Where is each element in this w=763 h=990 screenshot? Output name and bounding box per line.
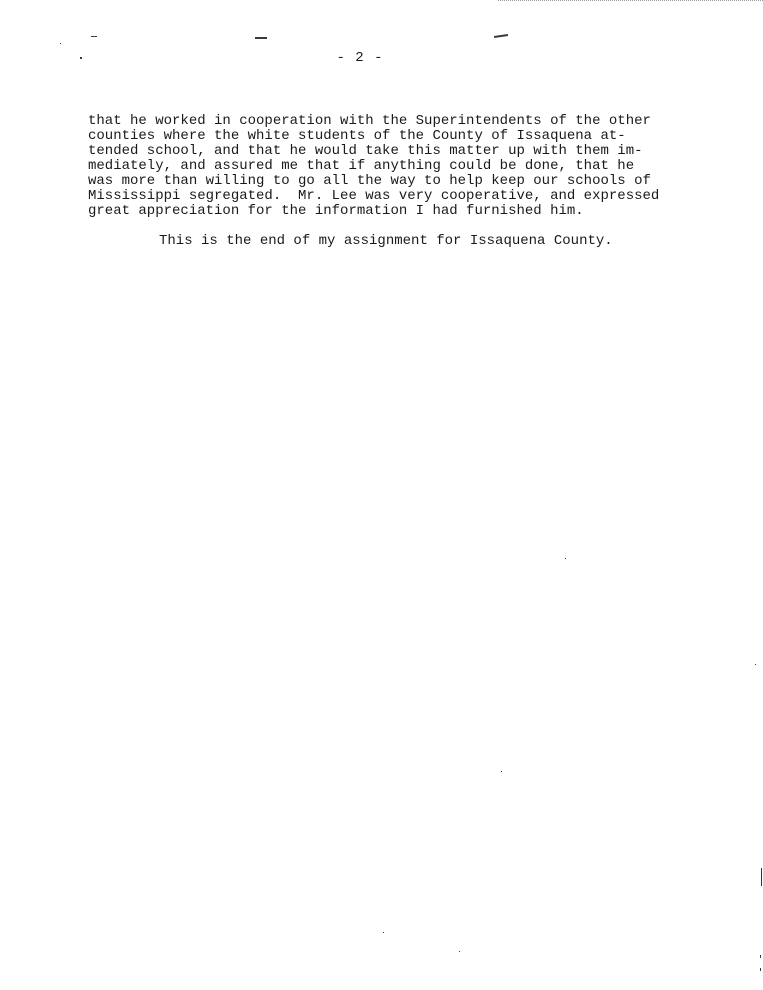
page-number: - 2 - (336, 50, 384, 66)
paragraph-line: great appreciation for the information I had furnished him. (88, 203, 584, 219)
paragraph-line: Mississippi segregated. Mr. Lee was very cooperative, and expressed (88, 188, 660, 204)
scan-speck (501, 771, 502, 772)
paragraph-line: tended school, and that he would take this matter up with them im- (88, 143, 643, 159)
paragraph-line: was more than willing to go all the way to help keep our schools of (88, 173, 651, 189)
scan-speck (494, 34, 508, 38)
scan-speck (255, 37, 267, 39)
scan-edge-mark (761, 868, 762, 886)
scan-speck (60, 43, 61, 44)
scan-border-edge (498, 0, 763, 1)
paragraph-line: that he worked in cooperation with the Superintendents of the other (88, 113, 651, 129)
paragraph-line: mediately, and assured me that if anything could be done, that he (88, 158, 635, 174)
scan-speck (459, 951, 460, 952)
scan-speck (91, 36, 97, 37)
closing-sentence: This is the end of my assignment for Issaquena County. (159, 233, 613, 249)
scan-speck (565, 558, 566, 559)
body-paragraph (88, 114, 728, 219)
scan-speck (760, 955, 761, 958)
scan-speck (760, 968, 761, 971)
scan-speck (383, 932, 384, 933)
scan-speck (755, 664, 756, 665)
paragraph-line: counties where the white students of the County of Issaquena at- (88, 128, 626, 144)
